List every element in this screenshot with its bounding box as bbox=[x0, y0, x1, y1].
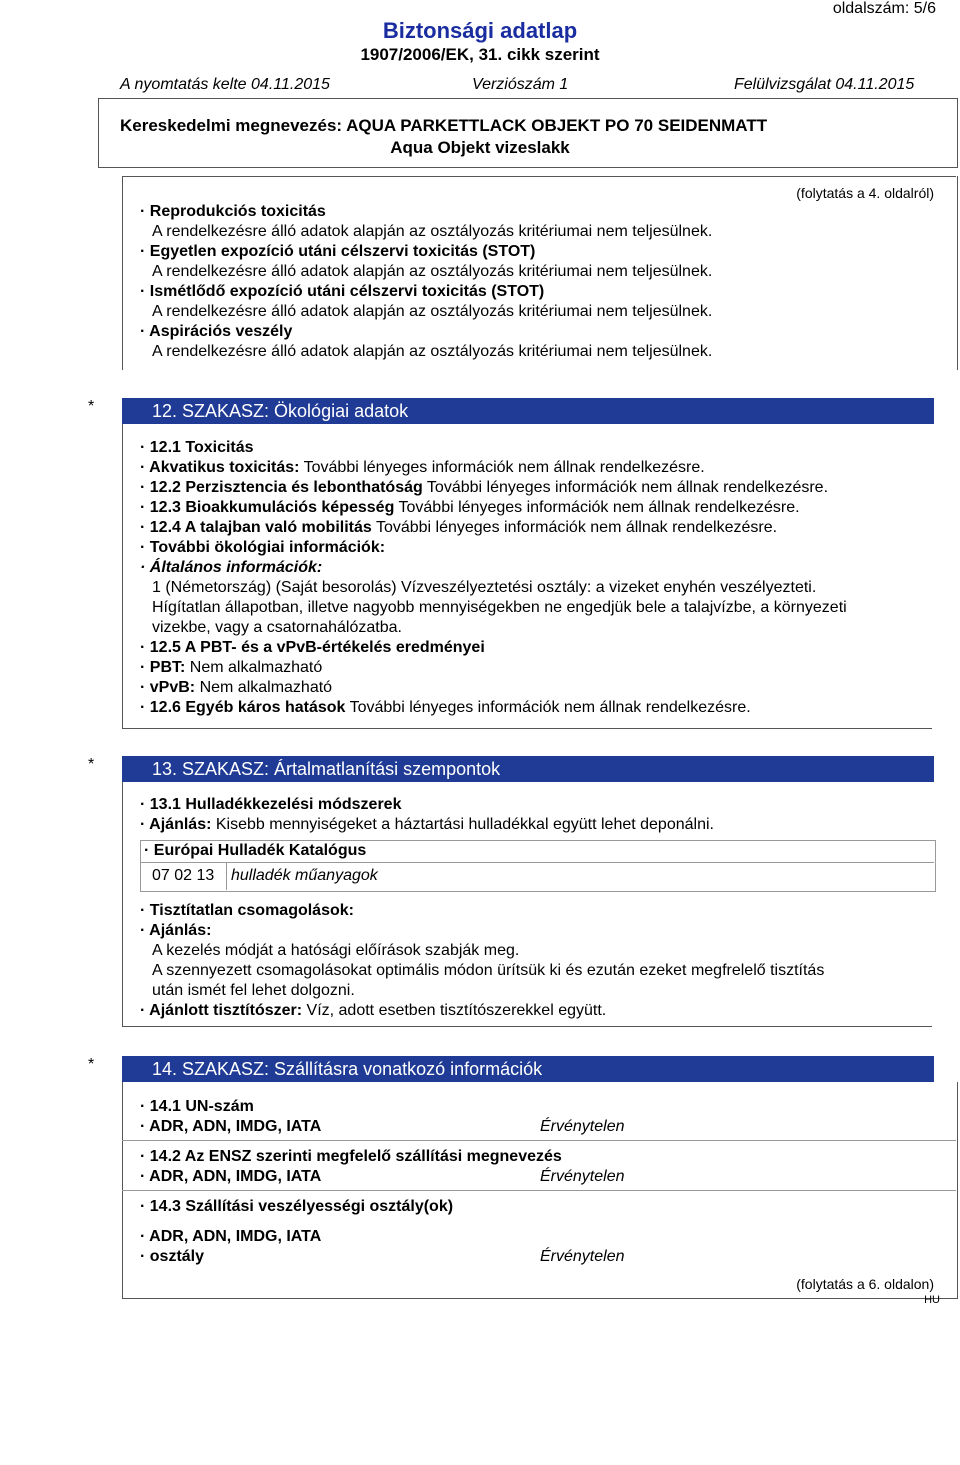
revision-date: Felülvizsgálat 04.11.2015 bbox=[734, 76, 915, 93]
s13-recommendation: · Ajánlás: Kisebb mennyiségeket a háztartási hulladékkal együtt lehet deponálni. bbox=[140, 816, 714, 833]
s14-class: · osztály bbox=[140, 1248, 205, 1265]
change-marker: * bbox=[88, 756, 95, 773]
s13-text3: után ismét fel lehet dolgozni. bbox=[152, 982, 355, 999]
ewc-description: hulladék műanyagok bbox=[231, 867, 378, 884]
s12-other-effects: · 12.6 Egyéb káros hatások További lényeges információk nem állnak rendelkezésre. bbox=[140, 699, 751, 716]
s12-undiluted-cont: vizekbe, vagy a csatornahálózatba. bbox=[152, 619, 402, 636]
ewc-col-divider bbox=[226, 862, 227, 890]
s12-persistence: · 12.2 Perzisztencia és lebonthatóság További lényeges információk nem állnak rendelkezésre. bbox=[140, 479, 829, 496]
language-code: HU bbox=[924, 1294, 940, 1306]
s14-value-1: Érvénytelen bbox=[540, 1118, 625, 1135]
version: Verziószám 1 bbox=[472, 76, 569, 93]
s14-modes-2: · ADR, ADN, IMDG, IATA bbox=[140, 1168, 322, 1185]
ewc-title: · Európai Hulladék Katalógus bbox=[144, 842, 367, 859]
s12-water-class: 1 (Németország) (Saját besorolás) Vízveszélyeztetési osztály: a vizeket enyhén veszélyezteti. bbox=[152, 579, 817, 596]
section-13-heading: 13. SZAKASZ: Ártalmatlanítási szempontok bbox=[122, 756, 934, 782]
s14-un-number: · 14.1 UN-szám bbox=[140, 1098, 254, 1115]
s12-bioaccumulation: · 12.3 Bioakkumulációs képesség További lényeges információk nem állnak rendelkezésre. bbox=[140, 499, 800, 516]
section-14-heading: 14. SZAKASZ: Szállításra vonatkozó információk bbox=[122, 1056, 934, 1082]
s13-text2: A szennyezett csomagolásokat optimális módon ürítsük ki és ezután ezeket megfrelelő tisztítás bbox=[152, 962, 825, 979]
section-12-bottom bbox=[122, 728, 932, 729]
product-name: Kereskedelmi megnevezés: AQUA PARKETTLACK OBJEKT PO 70 SEIDENMATT bbox=[120, 116, 768, 135]
stot-re-title: · Ismétlődő expozíció utáni célszervi toxicitás (STOT) bbox=[140, 283, 545, 300]
aspiration-text: A rendelkezésre álló adatok alapján az osztályozás kritériumai nem teljesülnek. bbox=[152, 343, 713, 360]
s13-recommendation2: · Ajánlás: bbox=[140, 922, 212, 939]
s12-mobility: · 12.4 A talajban való mobilitás További lényeges információk nem állnak rendelkezésre. bbox=[140, 519, 778, 536]
s14-value-2: Érvénytelen bbox=[540, 1168, 625, 1185]
change-marker: * bbox=[88, 398, 95, 415]
ewc-divider bbox=[140, 862, 934, 863]
section-12-heading: 12. SZAKASZ: Ökológiai adatok bbox=[122, 398, 934, 424]
repro-title: · Reprodukciós toxicitás bbox=[140, 203, 326, 220]
section-12-border bbox=[122, 424, 123, 728]
s14-divider-2 bbox=[122, 1190, 956, 1191]
s12-pbt-title: · 12.5 A PBT- és a vPvB-értékelés eredményei bbox=[140, 639, 485, 656]
s12-general-info: · Általános információk: bbox=[140, 559, 323, 576]
continuation-top: (folytatás a 4. oldalról) bbox=[796, 185, 934, 201]
change-marker: * bbox=[88, 1056, 95, 1073]
s14-modes-1: · ADR, ADN, IMDG, IATA bbox=[140, 1118, 322, 1135]
s13-cleaning-agent: · Ajánlott tisztítószer: Víz, adott esetben tisztítószerekkel együtt. bbox=[140, 1002, 607, 1019]
product-subname: Aqua Objekt vizeslakk bbox=[390, 138, 570, 157]
s12-pbt: · PBT: Nem alkalmazható bbox=[140, 659, 323, 676]
s12-toxicity: · 12.1 Toxicitás bbox=[140, 439, 254, 456]
s12-undiluted: Hígítatlan állapotban, illetve nagyobb mennyiségekben ne engedjük bele a talajvízbe, a környezeti bbox=[152, 599, 847, 616]
document-title: Biztonsági adatlap bbox=[382, 18, 578, 43]
s13-uncleaned: · Tisztítatlan csomagolások: bbox=[140, 902, 354, 919]
s14-hazard-class: · 14.3 Szállítási veszélyességi osztály(ok) bbox=[140, 1198, 454, 1215]
document-subtitle: 1907/2006/EK, 31. cikk szerint bbox=[360, 45, 600, 64]
stot-se-text: A rendelkezésre álló adatok alapján az osztályozás kritériumai nem teljesülnek. bbox=[152, 263, 713, 280]
s13-text1: A kezelés módját a hatósági előírások szabják meg. bbox=[152, 942, 520, 959]
tox-box-top bbox=[122, 176, 956, 177]
s12-vpvb: · vPvB: Nem alkalmazható bbox=[140, 679, 333, 696]
s14-modes-3: · ADR, ADN, IMDG, IATA bbox=[140, 1228, 322, 1245]
ewc-code: 07 02 13 bbox=[152, 867, 215, 884]
s13-methods: · 13.1 Hulladékkezelési módszerek bbox=[140, 796, 402, 813]
print-date: A nyomtatás kelte 04.11.2015 bbox=[120, 76, 330, 93]
stot-se-title: · Egyetlen expozíció utáni célszervi toxicitás (STOT) bbox=[140, 243, 536, 260]
section-13-border bbox=[122, 782, 123, 1026]
s12-further-info: · További ökológiai információk: bbox=[140, 539, 386, 556]
repro-text: A rendelkezésre álló adatok alapján az osztályozás kritériumai nem teljesülnek. bbox=[152, 223, 713, 240]
section-13-bottom bbox=[122, 1026, 932, 1027]
page-number: oldalszám: 5/6 bbox=[832, 0, 936, 17]
s12-aquatic: · Akvatikus toxicitás: További lényeges információk nem állnak rendelkezésre. bbox=[140, 459, 705, 476]
continuation-bottom: (folytatás a 6. oldalon) bbox=[796, 1276, 934, 1292]
aspiration-title: · Aspirációs veszély bbox=[140, 323, 293, 340]
s14-value-3: Érvénytelen bbox=[540, 1248, 625, 1265]
s14-shipping-name: · 14.2 Az ENSZ szerinti megfelelő szállítási megnevezés bbox=[140, 1148, 562, 1165]
stot-re-text: A rendelkezésre álló adatok alapján az osztályozás kritériumai nem teljesülnek. bbox=[152, 303, 713, 320]
s14-divider-1 bbox=[122, 1140, 956, 1141]
